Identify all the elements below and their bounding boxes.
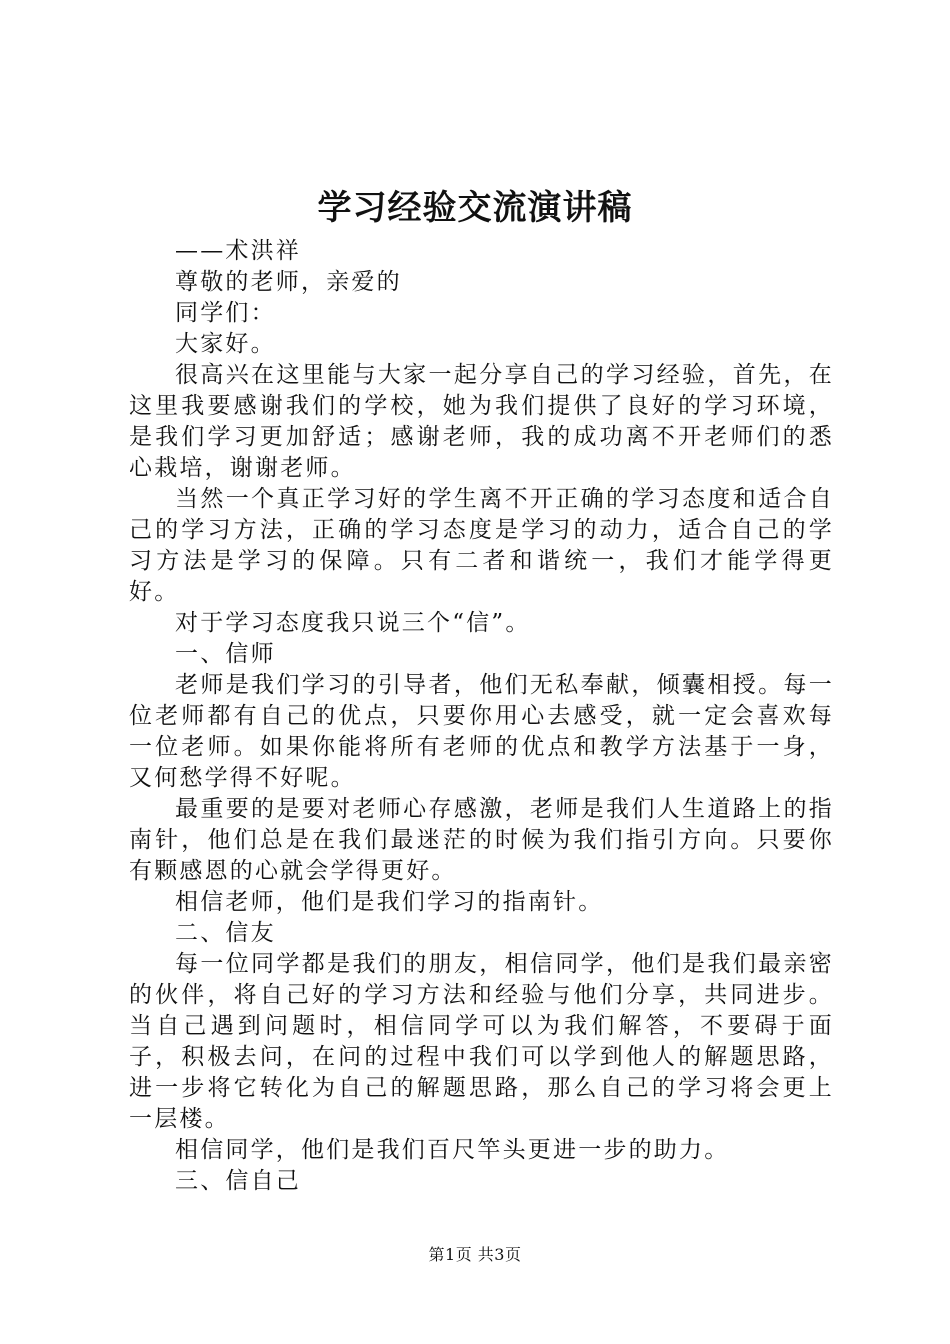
section-heading: 三、信自己 (175, 1168, 301, 1194)
salutation-line: 同学们： (175, 300, 276, 326)
paragraph: 对于学习态度我只说三个“信”。 (175, 610, 531, 636)
paragraph: 相信同学，他们是我们百尺竿头更进一步的助力。 (175, 1137, 730, 1163)
section-heading: 二、信友 (175, 920, 276, 946)
section-heading: 一、信师 (175, 641, 276, 667)
salutation-line: 尊敬的老师，亲爱的 (175, 269, 402, 295)
paragraph: 当然一个真正学习好的学生离不开正确的学习态度和适合自己的学习方法，正确的学习态度是学习的动力，适合自己的学习方法是学习的保障。只有二者和谐统一，我们才能学得更好。 (129, 486, 834, 605)
paragraph: 很高兴在这里能与大家一起分享自己的学习经验，首先，在这里我要感谢我们的学校，她为我们提供了良好的学习环境，是我们学习更加舒适；感谢老师，我的成功离不开老师们的悉心栽培，谢谢老师。 (129, 362, 834, 481)
paragraph: 最重要的是要对老师心存感激，老师是我们人生道路上的指南针，他们总是在我们最迷茫的时候为我们指引方向。只要你有颗感恩的心就会学得更好。 (129, 796, 834, 884)
greeting-line: 大家好。 (175, 331, 276, 357)
page-number-footer: 第1页 共3页 (428, 1245, 522, 1264)
author-line: ——术洪祥 (175, 238, 301, 264)
paragraph: 老师是我们学习的引导者，他们无私奉献，倾囊相授。每一位老师都有自己的优点，只要你用心去感受，就一定会喜欢每一位老师。如果你能将所有老师的优点和教学方法基于一身，又何愁学得不好呢。 (129, 672, 834, 791)
paragraph: 每一位同学都是我们的朋友，相信同学，他们是我们最亲密的伙伴，将自己好的学习方法和经验与他们分享，共同进步。当自己遇到问题时，相信同学可以为我们解答，不要碍于面子，积极去问，在问的过程中我们可以学到他人的解题思路，进一步将它转化为自己的解题思路，那么自己的学习将会更上一层楼。 (129, 951, 834, 1132)
document-title: 学习经验交流演讲稿 (317, 188, 633, 228)
paragraph: 相信老师，他们是我们学习的指南针。 (175, 889, 604, 915)
document-body (129, 236, 834, 1197)
